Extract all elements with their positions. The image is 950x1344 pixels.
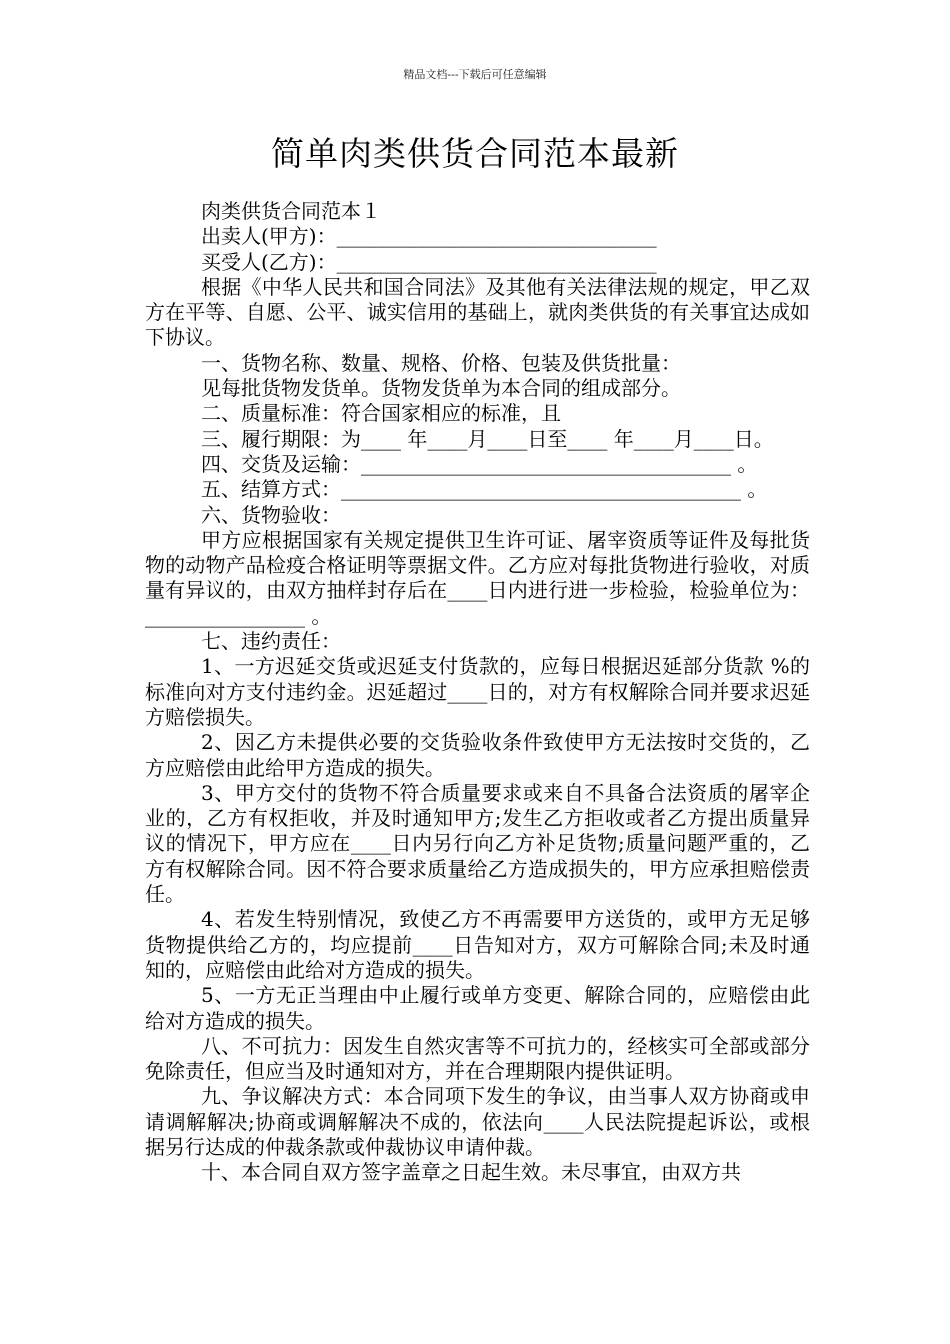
clause-7-item-5: 5、一方无正当理由中止履行或单方变更、解除合同的，应赔偿由此给对方造成的损失。	[145, 983, 810, 1033]
clause-7-heading: 七、违约责任：	[201, 629, 341, 654]
clause-2: 二、质量标准：符合国家相应的标准，且	[201, 401, 561, 426]
clause-7-item-1: 1、一方迟延交货或迟延支付货款的，应每日根据迟延部分货款 %的标准向对方支付违约金。迟延超过____日的，对方有权解除合同并要求迟延方赔偿损失。	[145, 654, 810, 729]
clause-6-heading: 六、货物验收：	[201, 502, 341, 527]
clause-5: 五、结算方式：________________________________________ 。	[201, 477, 768, 502]
clause-7-item-2: 2、因乙方未提供必要的交货验收条件致使甲方无法按时交货的，乙方应赔偿由此给甲方造成的损失。	[145, 730, 810, 780]
clause-7-item-3: 3、甲方交付的货物不符合质量要求或来自不具备合法资质的屠宰企业的，乙方有权拒收，并及时通知甲方;发生乙方拒收或者乙方提出质量异议的情况下，甲方应在____日内另行向乙方补足货物;质量问题严重的，乙方有权解除合同。因不符合要求质量给乙方造成损失的，甲方应承担赔偿责任。	[145, 780, 810, 907]
clause-9: 九、争议解决方式：本合同项下发生的争议，由当事人双方协商或申请调解解决;协商或调解解决不成的，依法向____人民法院提起诉讼，或根据另行达成的仲裁条款或仲裁协议申请仲裁。	[145, 1084, 810, 1159]
paragraph-preamble: 根据《中华人民共和国合同法》及其他有关法律法规的规定，甲乙双方在平等、自愿、公平、诚实信用的基础上，就肉类供货的有关事宜达成如下协议。	[145, 274, 810, 350]
header-note: 精品文档---下载后可任意编辑	[403, 68, 547, 81]
clause-1-heading: 一、货物名称、数量、规格、价格、包装及供货批量：	[201, 350, 681, 375]
clause-10: 十、本合同自双方签字盖章之日起生效。未尽事宜，由双方共	[201, 1160, 741, 1185]
contract-body	[145, 199, 810, 1186]
clause-1-body: 见每批货物发货单。货物发货单为本合同的组成部分。	[201, 376, 681, 401]
clause-3: 三、履行期限：为____ 年____月____日至____ 年____月____日。	[201, 426, 774, 451]
clause-8: 八、不可抗力：因发生自然灾害等不可抗力的，经核实可全部或部分免除责任，但应当及时通知对方，并在合理期限内提供证明。	[145, 1033, 810, 1084]
paragraph-buyer: 买受人(乙方)：________________________________	[201, 249, 657, 274]
clause-6-body: 甲方应根据国家有关规定提供卫生许可证、屠宰资质等证件及每批货物的动物产品检疫合格证明等票据文件。乙方应对每批货物进行验收，对质量有异议的，由双方抽样封存后在____日内进行进一步检验，检验单位为：________________ 。	[145, 527, 810, 628]
clause-4: 四、交货及运输：_____________________________________ 。	[201, 451, 758, 476]
paragraph-seller: 出卖人(甲方)：________________________________	[201, 224, 657, 249]
clause-7-item-4: 4、若发生特别情况，致使乙方不再需要甲方送货的，或甲方无足够货物提供给乙方的，均应提前____日告知对方，双方可解除合同;未及时通知的，应赔偿由此给对方造成的损失。	[145, 907, 810, 982]
paragraph-contract-name: 肉类供货合同范本１	[201, 199, 381, 223]
document-title: 简单肉类供货合同范本最新	[271, 134, 679, 173]
